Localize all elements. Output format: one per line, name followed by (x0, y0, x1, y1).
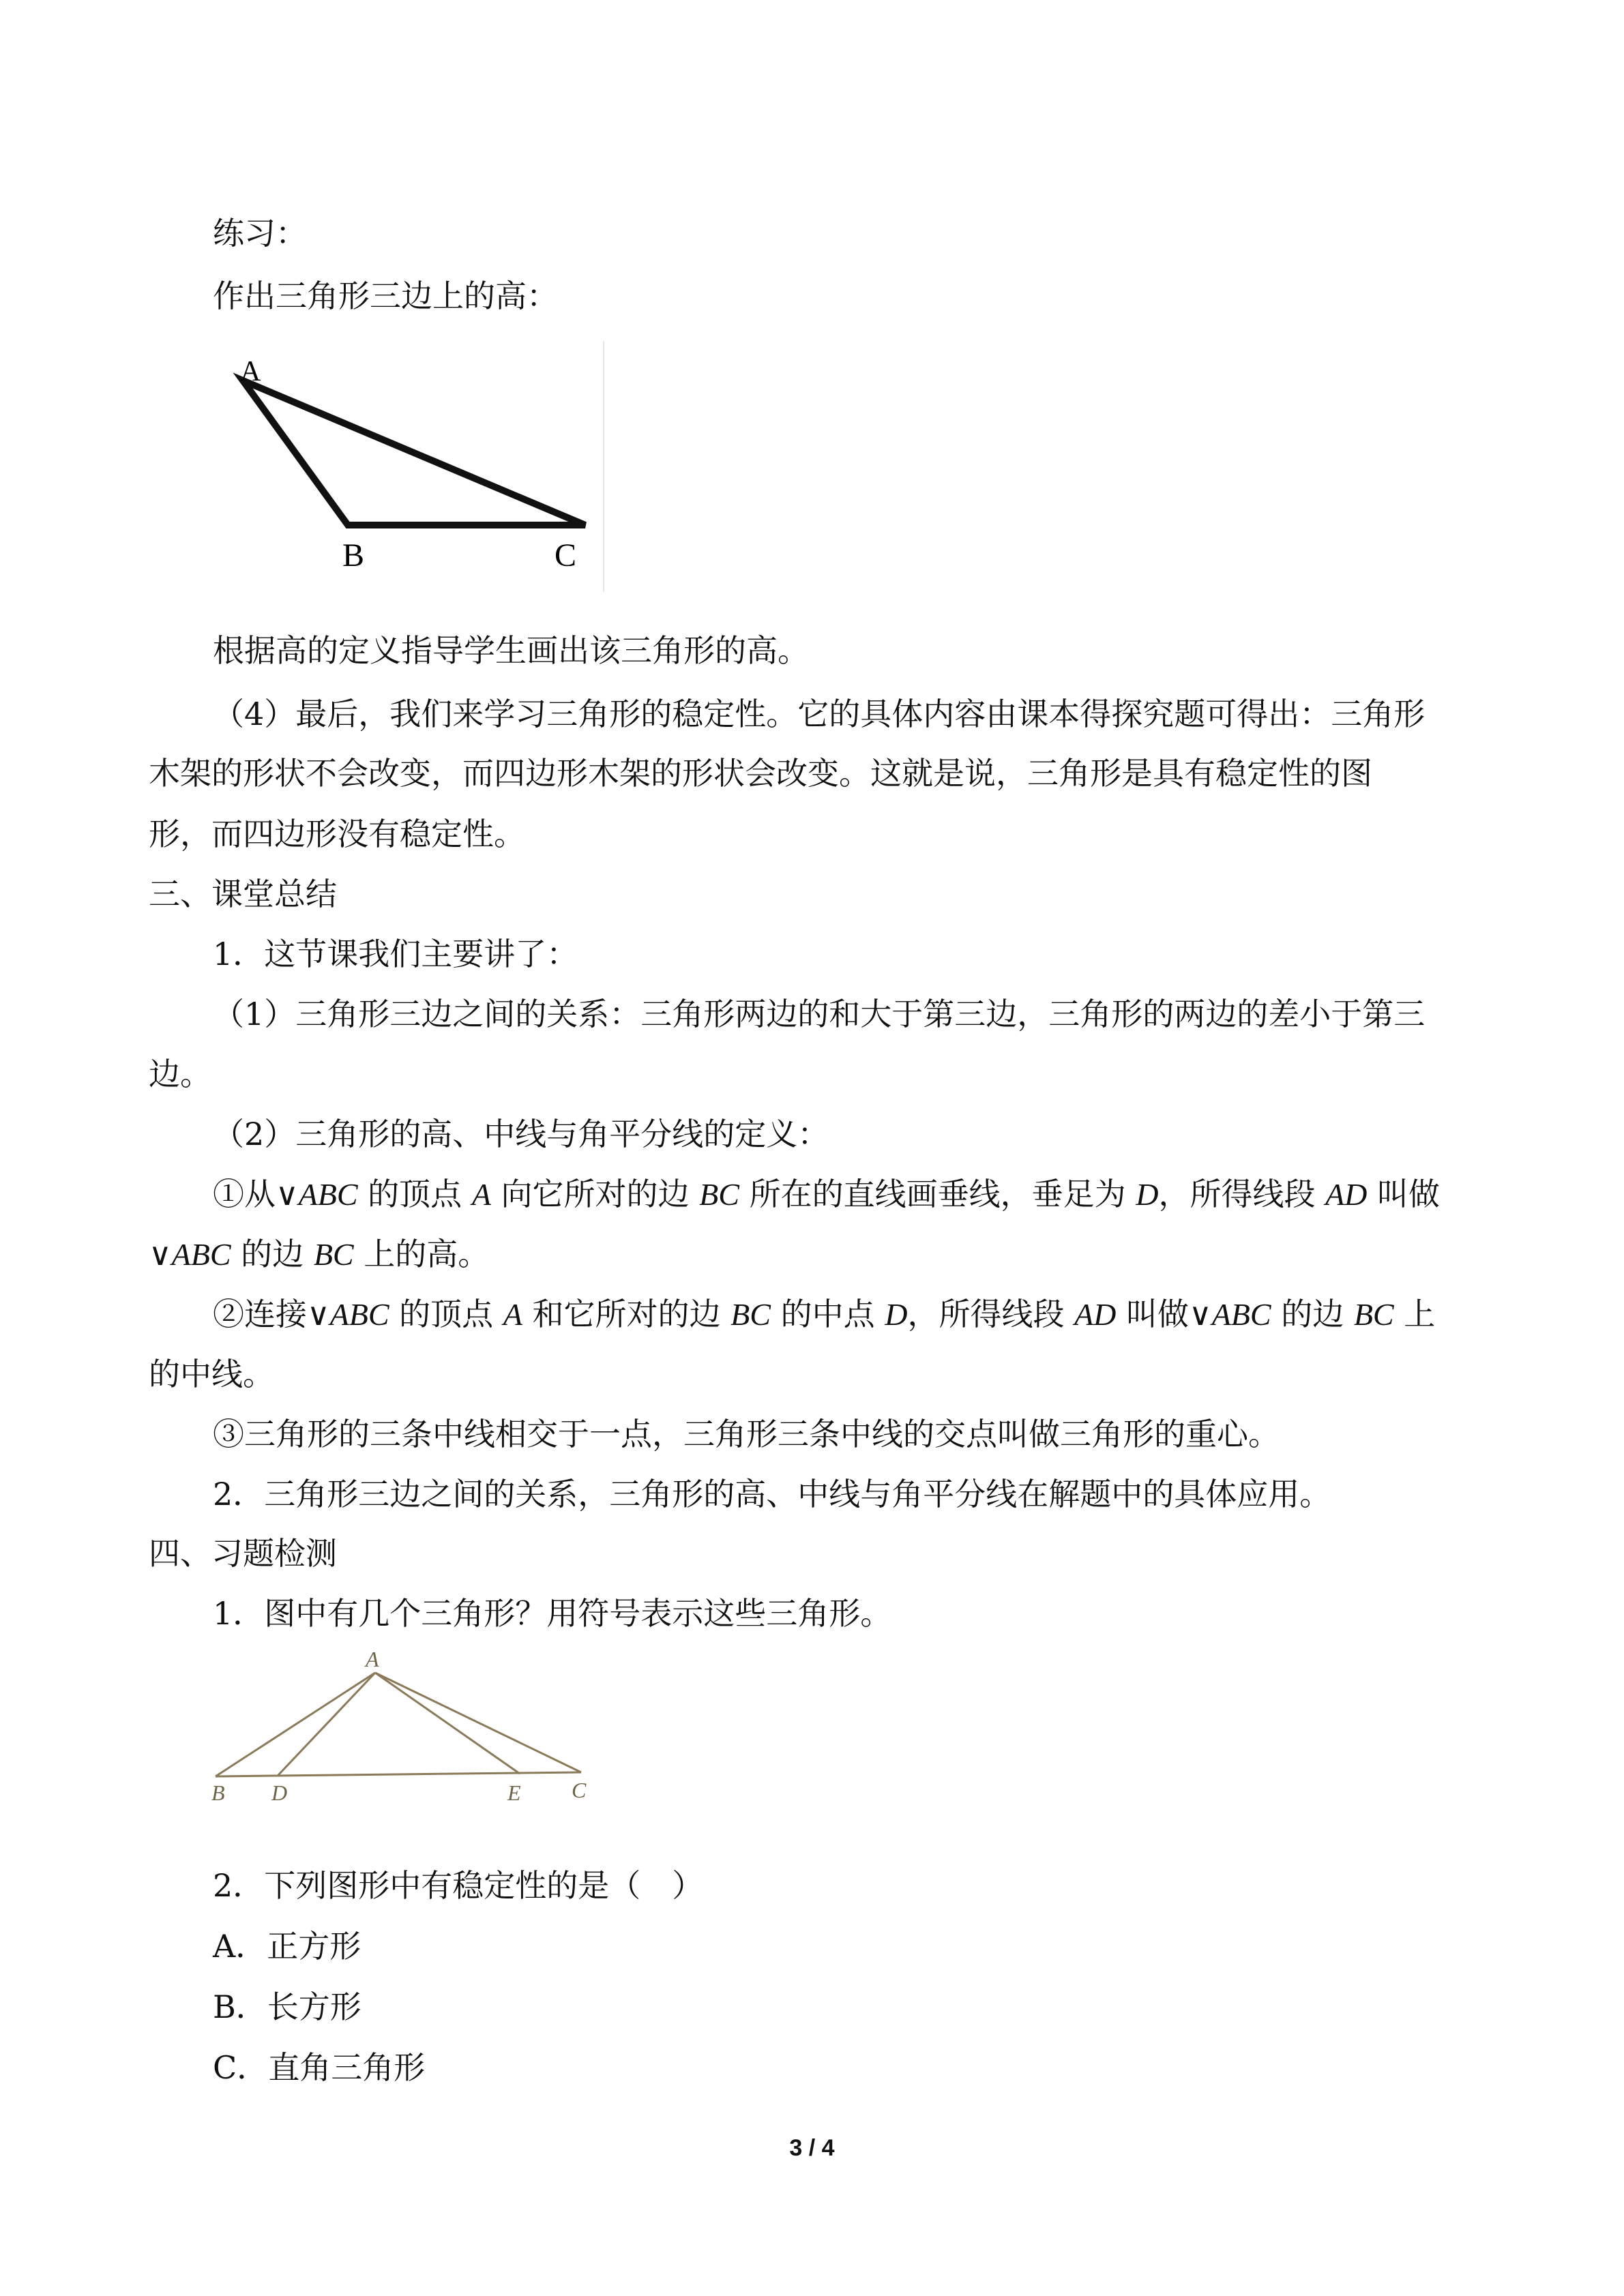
vertex-label-a: A (240, 356, 261, 387)
math-bc: BC (699, 1177, 739, 1212)
section-heading-summary: 三、课堂总结 (149, 876, 337, 912)
text-segment: 的顶点 (389, 1296, 503, 1332)
text-segment: ①从 (213, 1176, 276, 1212)
exercise-2-option-a: A．正方形 (213, 1928, 361, 1965)
segment-bc (216, 1772, 581, 1776)
text-segment: 的中点 (770, 1296, 885, 1332)
text-segment: ②连接 (213, 1296, 307, 1332)
exercise-2-option-c: C．直角三角形 (213, 2049, 426, 2086)
text-segment: 的边 (1271, 1296, 1354, 1332)
summary-item-1: 1．这节课我们主要讲了： (213, 936, 578, 972)
text-segment: ，所得线段 (907, 1296, 1075, 1332)
definition-altitude-cont (149, 1234, 489, 1274)
math-bc: BC (730, 1297, 771, 1332)
math-a: A (471, 1177, 491, 1212)
math-abc: ABC (298, 1177, 358, 1212)
vertex-label-e: E (507, 1780, 521, 1805)
vertex-label-d: D (271, 1780, 288, 1805)
summary-item-1-2: （2）三角形的高、中线与角平分线的定义： (213, 1116, 829, 1152)
definition-median-cont: 的中线。 (149, 1356, 274, 1392)
text-segment: 上的高。 (353, 1236, 490, 1272)
math-bc: BC (313, 1237, 354, 1272)
triangle-symbol: ∨ (149, 1236, 172, 1272)
text-segment: 所在的直线画垂线，垂足为 (739, 1176, 1136, 1212)
vertex-label-c: C (572, 1778, 587, 1802)
practice-instruction: 作出三角形三边上的高： (213, 278, 558, 314)
summary-item-2: 2．三角形三边之间的关系，三角形的高、中线与角平分线在解题中的具体应用。 (213, 1476, 1331, 1512)
text-segment: 叫做 (1367, 1176, 1441, 1212)
math-ad: AD (1325, 1177, 1368, 1212)
vertex-label-b: B (342, 537, 365, 573)
practice-heading: 练习： (213, 215, 307, 252)
math-bc: BC (1353, 1297, 1394, 1332)
vertex-label-b: B (211, 1780, 225, 1805)
segment-ad (278, 1673, 375, 1775)
paragraph-height-guide: 根据高的定义指导学生画出该三角形的高。 (213, 632, 809, 669)
text-segment: ，所得线段 (1158, 1176, 1326, 1212)
text-segment (1394, 1296, 1404, 1332)
vertex-label-a: A (366, 1647, 379, 1671)
text-segment: 的边 (231, 1236, 314, 1272)
summary-item-1-1-cont: 边。 (149, 1056, 211, 1092)
math-d: D (885, 1297, 908, 1332)
segment-ab (216, 1673, 375, 1776)
segment-ae (375, 1673, 520, 1774)
triangle-symbol: ∨ (1189, 1296, 1212, 1332)
triangle-symbol: ∨ (276, 1176, 299, 1212)
summary-item-1-1: （1）三角形三边之间的关系：三角形两边的和大于第三边，三角形的两边的差小于第三 (213, 996, 1426, 1032)
page-number: 3 / 4 (789, 2135, 835, 2161)
definition-median (213, 1294, 1435, 1335)
text-segment: 和它所对的边 (522, 1296, 731, 1332)
math-abc: ABC (1211, 1297, 1271, 1332)
text-segment: 上 (1404, 1296, 1436, 1332)
math-a: A (503, 1297, 522, 1332)
paragraph-stability-1: （4）最后，我们来学习三角形的稳定性。它的具体内容由课本得探究题可得出：三角形 (213, 696, 1426, 732)
definition-altitude (213, 1174, 1440, 1214)
exercise-2: 2．下列图形中有稳定性的是（ ） (213, 1867, 704, 1904)
definition-centroid: ③三角形的三条中线相交于一点，三角形三条中线的交点叫做三角形的重心。 (213, 1416, 1280, 1452)
exercise-1: 1．图中有几个三角形？用符号表示这些三角形。 (213, 1595, 892, 1632)
math-d: D (1136, 1177, 1159, 1212)
text-segment: 的顶点 (357, 1176, 472, 1212)
text-segment: 向它所对的边 (490, 1176, 700, 1212)
triangle-abc-figure (225, 341, 614, 600)
section-heading-exercises: 四、习题检测 (149, 1535, 337, 1572)
paragraph-stability-2: 木架的形状不会改变，而四边形木架的形状会改变。这就是说，三角形是具有稳定性的图 (149, 755, 1372, 792)
math-abc: ABC (329, 1297, 389, 1332)
triangle-abdec-figure (211, 1643, 600, 1807)
text-segment: 叫做 (1116, 1296, 1190, 1332)
paragraph-stability-3: 形，而四边形没有稳定性。 (149, 816, 525, 852)
math-ad: AD (1074, 1297, 1117, 1332)
vertex-label-c: C (555, 537, 577, 573)
segment-ac (375, 1673, 581, 1772)
math-abc: ABC (171, 1237, 231, 1272)
triangle-abc (243, 381, 585, 525)
exercise-2-option-b: B．长方形 (213, 1988, 361, 2025)
triangle-symbol: ∨ (307, 1296, 330, 1332)
